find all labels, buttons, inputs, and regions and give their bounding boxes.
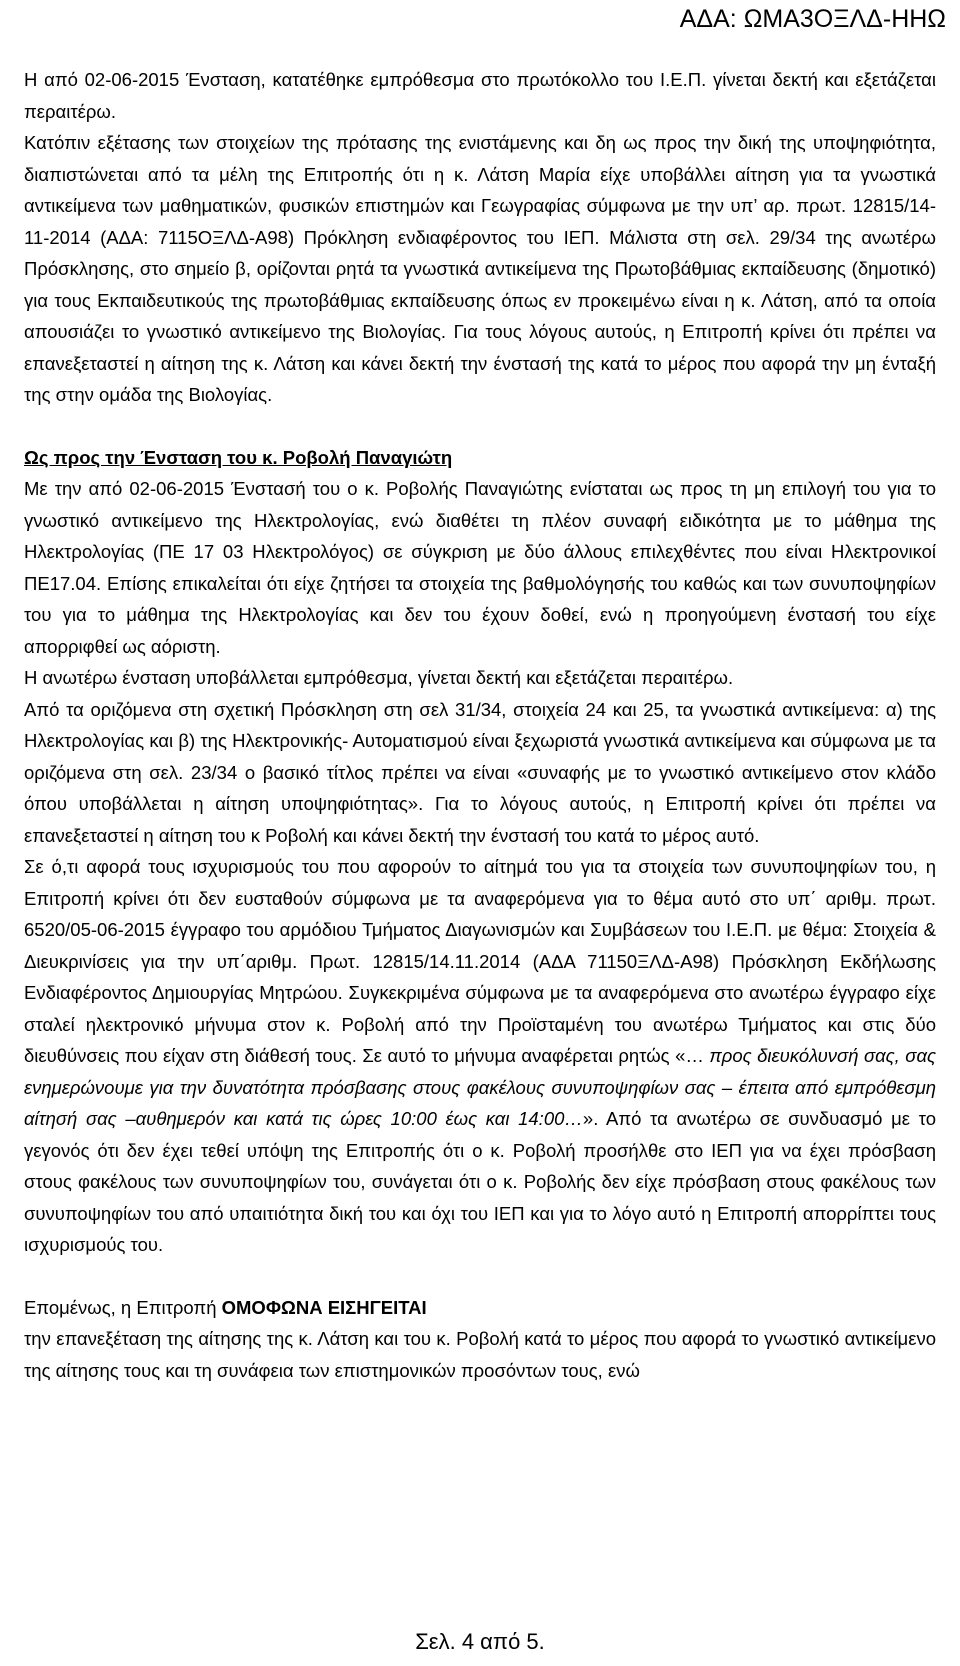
- ada-code: ΑΔΑ: ΩΜΑ3ΟΞΛΔ-ΗΗΩ: [679, 5, 946, 33]
- paragraph-rovolis-objection: Με την από 02-06-2015 Ένστασή του ο κ. Ροβολής Παναγιώτης ενίσταται ως προς τη μη επιλογή του για το γνωστικό αντικείμενο της Ηλεκτρολογίας, ενώ διαθέτει τη πλέον συναφή ειδικότητα με το μάθημα της Ηλεκτρολογίας (ΠΕ 17 03 Ηλεκτρολόγος) σε σύγκριση με δύο άλλους επιλεχθέντες που είναι Ηλεκτρονικοί ΠΕ17.04. Επίσης επικαλείται ότι είχε ζητήσει τα στοιχεία της βαθμολόγησής του καθώς και των συνυποψηφίων του για το μάθημα της Ηλεκτρολογίας και δεν του έχουν δοθεί, ενώ η προηγούμενη ένστασή του είχε απορριφθεί ως αόριστη.: [24, 478, 936, 657]
- document-body: [24, 64, 936, 1386]
- conclusion-heading: [24, 1292, 936, 1324]
- paragraph-rovolis-examination: Από τα οριζόμενα στη σχετική Πρόσκληση στη σελ 31/34, στοιχεία 24 και 25, τα γνωστικά αντικείμενα: α) της Ηλεκτρολογίας και β) της Ηλεκτρονικής- Αυτοματισμού είναι ξεχωριστά γνωστικά αντικείμενα και σύμφωνα με τα οριζόμενα στη σελ. 23/34 ο βασικό τίτλος πρέπει να είναι «συναφής με το γνωστικό αντικείμενο στον κλάδο όπου υποβάλλεται η αίτηση υποψηφιότητας». Για το λόγους αυτούς, η Επιτροπή κρίνει ότι πρέπει να επανεξεταστεί η αίτηση του κ Ροβολή και κάνει δεκτή την ένστασή του κατά το μέρος αυτό.: [24, 698, 936, 846]
- page-number: Σελ. 4 από 5.: [415, 1629, 545, 1654]
- paragraph-rovolis-claims: [24, 851, 936, 1261]
- conclusion-lead: Επομένως, η Επιτροπή: [24, 1296, 222, 1318]
- paragraph-rovolis-admission: Η ανωτέρω ένσταση υποβάλλεται εμπρόθεσμα, γίνεται δεκτή και εξετάζεται περαιτέρω.: [24, 667, 734, 688]
- claims-text-start: Σε ό,τι αφορά τους ισχυρισμούς του που αφορούν το αίτημά του για τα στοιχεία των συνυποψηφίων του, η Επιτροπή κρίνει ότι δεν ευσταθούν σύμφωνα με τα αναφερόμενα για το θέμα αυτό στο υπ΄ αριθμ. πρωτ. 6520/05-06-2015 έγγραφο του αρμόδιου Τμήματος Διαγωνισμών και Συμβάσεων του Ι.Ε.Π. με θέμα: Στοιχεία & Διευκρινίσεις για την υπ΄αριθμ. Πρωτ. 12815/14.11.2014 (ΑΔΑ 71150ΞΛΔ-Α98) Πρόσκληση Εκδήλωσης Ενδιαφέροντος Δημιουργίας Μητρώου. Συγκεκριμένα σύμφωνα με τα αναφερόμενα στο ανωτέρω έγγραφο είχε σταλεί ηλεκτρονικό μήνυμα στον κ. Ροβολή από την Προϊσταμένη του ανωτέρω Τμήματος και στις δύο διευθύνσεις που είχαν στη διάθεσή τους. Σε αυτό το μήνυμα αναφέρεται ρητώς «…: [24, 856, 936, 1066]
- section-heading-text: Ως προς την Ένσταση του κ. Ροβολή Παναγιώτη: [24, 446, 453, 468]
- conclusion-bold: ΟΜΟΦΩΝΑ ΕΙΣΗΓΕΙΤΑΙ: [221, 1296, 427, 1318]
- section-heading-rovolis: [24, 442, 936, 474]
- claims-quote: προς διευκόλυνσή σας, σας ενημερώνουμε για την δυνατότητα πρόσβασης στους φακέλους συνυποψηφίων σας – έπειτα από εμπρόθεσμη αίτησή σας –αυθημερόν και κατά τις ώρες 10:00 έως και 14:00…: [24, 1045, 937, 1129]
- conclusion-text: την επανεξέταση της αίτησης της κ. Λάτση και του κ. Ροβολή κατά το μέρος που αφορά το γνωστικό αντικείμενο της αίτησης τους και τη συνάφεια των επιστημονικών προσόντων τους, ενώ: [24, 1328, 936, 1381]
- paragraph-latsi-examination: Κατόπιν εξέτασης των στοιχείων της πρότασης της ενιστάμενης και δη ως προς την δική της υποψηφιότητα, διαπιστώνεται από τα μέλη της Επιτροπής ότι η κ. Λάτση Μαρία είχε υποβάλλει αίτηση για τα γνωστικά αντικείμενα των μαθηματικών, φυσικών επιστημών και Γεωγραφίας σύμφωνα με την υπ’ αρ. πρωτ. 12815/14-11-2014 (ΑΔΑ: 7115ΟΞΛΔ-Α98) Πρόκληση ενδιαφέροντος του ΙΕΠ. Μάλιστα στη σελ. 29/34 της ανωτέρω Πρόσκλησης, στο σημείο β, ορίζονται ρητά τα γνωστικά αντικείμενα της Πρωτοβάθμιας εκπαίδευσης (δημοτικό) για τους Εκπαιδευτικούς της πρωτοβάθμιας εκπαίδευσης όπως εν προκειμένω είναι η κ. Λάτση, από τα οποία απουσιάζει το γνωστικό αντικείμενο της Βιολογίας. Για τους λόγους αυτούς, η Επιτροπή κρίνει ότι πρέπει να επανεξεταστεί η αίτηση της κ. Λάτση και κάνει δεκτή την ένστασή της κατά το μέρος που αφορά την μη ένταξή της στην ομάδα της Βιολογίας.: [24, 132, 936, 405]
- paragraph-latsi-admission: Η από 02-06-2015 Ένσταση, κατατέθηκε εμπρόθεσμα στο πρωτόκολλο του Ι.Ε.Π. γίνεται δεκτή και εξετάζεται περαιτέρω.: [24, 69, 936, 122]
- claims-text-end: ». Από τα ανωτέρω σε συνδυασμό με το γεγονός ότι δεν έχει τεθεί υπόψη της Επιτροπής ότι ο κ. Ροβολή προσήλθε στο ΙΕΠ για να έχει πρόσβαση στους φακέλους των συνυποψηφίων του, συνάγεται ότι ο κ. Ροβολής δεν είχε πρόσβαση στους φακέλους των συνυποψηφίων του από υπαιτιότητα δική του και όχι του ΙΕΠ και για το λόγο αυτό η Επιτροπή απορρίπτει τους ισχυρισμούς του.: [24, 1108, 936, 1255]
